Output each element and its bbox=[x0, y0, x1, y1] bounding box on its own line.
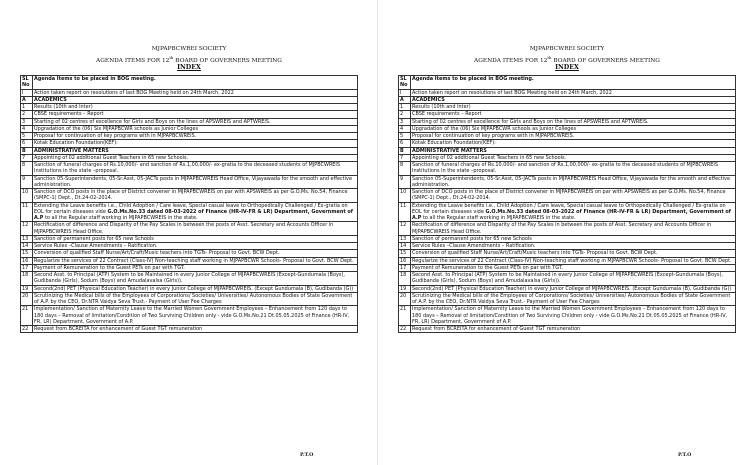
sl-no-cell: I bbox=[399, 89, 411, 96]
table-row bbox=[399, 326, 736, 333]
sl-no-cell: 5 bbox=[21, 133, 33, 140]
index-title: INDEX bbox=[555, 64, 579, 71]
sl-no-cell: 4 bbox=[21, 125, 33, 132]
agenda-item-cell: Regularize the services of 22 Contract (Class-IV) Non-teaching staff working in MJPAPBCWR Schools- Proposal to Govt. BCW Dept. bbox=[33, 257, 358, 264]
agenda-item-cell: Sanction of permanent posts for 65 new Schools bbox=[411, 235, 736, 242]
sl-no-cell: SL No bbox=[399, 76, 411, 90]
table-row bbox=[21, 162, 358, 176]
sl-no-cell: 1 bbox=[21, 104, 33, 111]
sl-no-cell: 18 bbox=[21, 272, 33, 286]
sl-no-cell: 6 bbox=[399, 140, 411, 147]
agenda-item-cell: Regularize the services of 22 Contract (Class-IV) Non-teaching staff working in MJPAPBCWR Schools- Proposal to Govt. BCW Dept. bbox=[411, 257, 736, 264]
table-row bbox=[21, 264, 358, 271]
table-row bbox=[21, 189, 358, 203]
sl-no-cell: 17 bbox=[399, 264, 411, 271]
agenda-item-cell: Rectification of difference and Disparity of the Pay Scales in between the posts of Asst. Secretary and Accounts Officer in MJPAPBCWREIS Head Office. bbox=[33, 222, 358, 236]
agenda-item-cell: Kotak Education Foundation(KEF): bbox=[411, 140, 736, 147]
sl-no-cell: 22 bbox=[21, 326, 33, 333]
sl-no-cell: 11 bbox=[399, 202, 411, 222]
sl-no-cell: 10 bbox=[21, 189, 33, 203]
table-row bbox=[399, 133, 736, 140]
sl-no-cell: 12 bbox=[21, 222, 33, 236]
section-row bbox=[21, 147, 358, 154]
table-row bbox=[21, 292, 358, 306]
agenda-item-cell: ADMINISTRATIVE MATTERS bbox=[411, 147, 736, 154]
table-row bbox=[399, 292, 736, 306]
society-title: MJPAPBCWREI SOCIETY bbox=[529, 46, 605, 52]
sl-no-cell: 11 bbox=[21, 202, 33, 222]
agenda-item-cell: Starting of 02 centres of excellence for Girls and Boys on the lines of APSWREIS and APTWREIS. bbox=[411, 118, 736, 125]
agenda-item-cell: Action taken report on resolutions of last BOG Meeting held on 24th March, 2022 bbox=[33, 89, 358, 96]
table-row bbox=[399, 125, 736, 132]
agenda-item-cell: Sanction of funeral charges of Rs.10,000/- and sanction of Rs.1,00,000/- ex-gratia to the deceased students of MJPBCWREIS Institutions in the state –proposal. bbox=[33, 162, 358, 176]
table-row bbox=[21, 222, 358, 236]
sl-no-cell: I bbox=[21, 89, 33, 96]
agenda-item-cell: Appointing of 02 additional Guest Teachers in 65 new Schools. bbox=[33, 154, 358, 161]
page-right bbox=[378, 0, 756, 465]
table-row bbox=[399, 202, 736, 222]
agenda-item-cell: Payment of Remuneration to the Guest PETs on par with TGT. bbox=[411, 264, 736, 271]
table-row bbox=[399, 285, 736, 292]
index-title: INDEX bbox=[177, 64, 201, 71]
agenda-item-cell: Scrutinizing the Medical bills of the Employees of Corporations/ Societies/ Universities/ Autonomous Bodies of State Government of A.P. by the CEO, Dr.NTR Vaidya Seva Trust.- Payment of User Fee Charges bbox=[33, 292, 358, 306]
agenda-table bbox=[398, 75, 736, 333]
agenda-item-cell: Sanction 05-Superintendents, 05-Sr.Asst, 05-JACTs posts in MJPAPBCWREIS Head Office, Vijayawada for the smooth and effective administration. bbox=[411, 175, 736, 189]
table-row bbox=[21, 175, 358, 189]
sl-no-cell: 18 bbox=[399, 272, 411, 286]
sl-no-cell: 2 bbox=[21, 111, 33, 118]
sl-no-cell: 13 bbox=[21, 235, 33, 242]
agenda-item-cell: Sanction of DCO posts in the place of District convener in MJPAPBCWREIS on par with APSWREIS as per G.O.Ms. No.54, Finance (SMPC-1) Dept., Dt.24-02-2014. bbox=[411, 189, 736, 203]
table-row bbox=[399, 250, 736, 257]
agenda-item-cell: Second(2nd) PET (Physical Education Teacher) in every Junior College of MJPAPBCWREIS. (Except Gundumala (B), Gudibanda (G)) bbox=[33, 285, 358, 292]
agenda-item-cell: Proposal for continuation of key programs with in MJPAPBCWREIS. bbox=[33, 133, 358, 140]
table-row bbox=[399, 243, 736, 250]
sl-no-cell: 10 bbox=[399, 189, 411, 203]
table-row bbox=[399, 189, 736, 203]
table-row bbox=[21, 111, 358, 118]
table-row bbox=[21, 235, 358, 242]
sl-no-cell: 1 bbox=[399, 104, 411, 111]
sl-no-cell: 7 bbox=[21, 154, 33, 161]
agenda-item-cell: Upgradation of the (06) Six MJPAPBCWR schools as Junior Colleges bbox=[33, 125, 358, 132]
table-row bbox=[21, 257, 358, 264]
sl-no-cell: B bbox=[21, 147, 33, 154]
agenda-item-cell: Agenda Items to be placed in BOG meeting. bbox=[411, 76, 736, 90]
table-row bbox=[399, 89, 736, 96]
sl-no-cell: 3 bbox=[21, 118, 33, 125]
table-row bbox=[21, 285, 358, 292]
sl-no-cell: 20 bbox=[399, 292, 411, 306]
agenda-item-cell: Conversion of qualified Staff Nurse/Art/Craft/Music teachers into TGTs- Proposal to Govt. BCW Dept. bbox=[411, 250, 736, 257]
agenda-item-cell: CBSE requirements – Report bbox=[411, 111, 736, 118]
table-row bbox=[21, 133, 358, 140]
agenda-item-cell: Results (10th and Inter) bbox=[33, 104, 358, 111]
sl-no-cell: 8 bbox=[399, 162, 411, 176]
agenda-item-cell: Second Asst. to Principal (ATP) System to be Maintained in every Junior College of MJPAPBCWREIS (Except-Gundumala (Boys), Gudibanda (Girls), Sodum (Boys) and Amudalavalsa (Girls)). bbox=[33, 272, 358, 286]
sl-no-cell: 8 bbox=[21, 162, 33, 176]
agenda-item-cell: Appointing of 02 additional Guest Teachers in 65 new Schools. bbox=[411, 154, 736, 161]
sl-no-cell: 3 bbox=[399, 118, 411, 125]
table-row bbox=[399, 257, 736, 264]
table-row bbox=[21, 125, 358, 132]
society-title: MJPAPBCWREI SOCIETY bbox=[151, 46, 227, 52]
section-row bbox=[399, 96, 736, 103]
sl-no-cell: 16 bbox=[399, 257, 411, 264]
table-row bbox=[399, 175, 736, 189]
table-row bbox=[21, 154, 358, 161]
sl-no-cell: 21 bbox=[21, 306, 33, 326]
table-row bbox=[21, 306, 358, 326]
sl-no-cell: 5 bbox=[399, 133, 411, 140]
sl-no-cell: 15 bbox=[399, 250, 411, 257]
agenda-title: AGENDA ITEMS FOR 12th BOARD OF GOVERNERS MEETING bbox=[474, 55, 660, 64]
sl-no-cell: B bbox=[399, 147, 411, 154]
sl-no-cell: 14 bbox=[21, 243, 33, 250]
sl-no-cell: 2 bbox=[399, 111, 411, 118]
agenda-item-cell: Extending the Leave benefits i.e., Child Adoption / Care leave, Special casual leave to Orthopedically Challenged / Ex-gratia on EOL for certain diseases vide G.O.Ms.No.33 dated 08-03-2022 of Finance (HR-IV-FR & LR) Department, Government of A.P to all the Regular staff working in MJPAPBCWREIS in the state. bbox=[411, 202, 736, 222]
section-row bbox=[399, 147, 736, 154]
agenda-item-cell: Rectification of difference and Disparity of the Pay Scales in between the posts of Asst. Secretary and Accounts Officer in MJPAPBCWREIS Head Office. bbox=[411, 222, 736, 236]
agenda-item-cell: Extending the Leave benefits i.e., Child Adoption / Care leave, Special casual leave to Orthopedically Challenged / Ex-gratia on EOL for certain diseases vide G.O.Ms.No.33 dated 08-03-2022 of Finance (HR-IV-FR & LR) Department, Government of A.P to all the Regular staff working in MJPAPBCWREIS in the state. bbox=[33, 202, 358, 222]
sl-no-cell: 14 bbox=[399, 243, 411, 250]
sl-no-cell: 6 bbox=[21, 140, 33, 147]
agenda-item-cell: Starting of 02 centres of excellence for Girls and Boys on the lines of APSWREIS and APTWREIS. bbox=[33, 118, 358, 125]
sl-no-cell: 22 bbox=[399, 326, 411, 333]
table-row bbox=[399, 118, 736, 125]
sl-no-cell: 19 bbox=[399, 285, 411, 292]
table-row bbox=[21, 272, 358, 286]
sl-no-cell: A bbox=[21, 96, 33, 103]
sl-no-cell: 19 bbox=[21, 285, 33, 292]
sl-no-cell: 15 bbox=[21, 250, 33, 257]
agenda-item-cell: Second(2nd) PET (Physical Education Teacher) in every Junior College of MJPAPBCWREIS. (Except Gundumala (B), Gudibanda (G)) bbox=[411, 285, 736, 292]
table-row bbox=[399, 111, 736, 118]
agenda-item-cell: CBSE requirements – Report bbox=[33, 111, 358, 118]
agenda-item-cell: ADMINISTRATIVE MATTERS bbox=[33, 147, 358, 154]
table-row bbox=[21, 89, 358, 96]
sl-no-cell: 4 bbox=[399, 125, 411, 132]
agenda-item-cell: Kotak Education Foundation(KEF): bbox=[33, 140, 358, 147]
agenda-item-cell: Scrutinizing the Medical bills of the Employees of Corporations/ Societies/ Universities/ Autonomous Bodies of State Government of A.P. by the CEO, Dr.NTR Vaidya Seva Trust.- Payment of User Fee Charges bbox=[411, 292, 736, 306]
sl-no-cell: 9 bbox=[21, 175, 33, 189]
agenda-item-cell: Conversion of qualified Staff Nurse/Art/Craft/Music teachers into TGTs- Proposal to Govt. BCW Dept. bbox=[33, 250, 358, 257]
table-row bbox=[399, 306, 736, 326]
table-row bbox=[399, 222, 736, 236]
agenda-item-cell: ACADEMICS bbox=[411, 96, 736, 103]
pto-label: P.T.O bbox=[300, 452, 314, 458]
sl-no-cell: 12 bbox=[399, 222, 411, 236]
sl-no-cell: 9 bbox=[399, 175, 411, 189]
sl-no-cell: 21 bbox=[399, 306, 411, 326]
table-row bbox=[21, 202, 358, 222]
agenda-item-cell: Sanction of permanent posts for 65 new Schools bbox=[33, 235, 358, 242]
sl-no-cell: 7 bbox=[399, 154, 411, 161]
agenda-item-cell: Request from BCREITA for enhancement of Guest TGT remuneration bbox=[33, 326, 358, 333]
table-row bbox=[399, 154, 736, 161]
sl-no-cell: A bbox=[399, 96, 411, 103]
agenda-item-cell: Action taken report on resolutions of last BOG Meeting held on 24th March, 2022 bbox=[411, 89, 736, 96]
agenda-item-cell: Agenda Items to be placed in BOG meeting. bbox=[33, 76, 358, 90]
table-row bbox=[399, 235, 736, 242]
table-row bbox=[21, 104, 358, 111]
sl-no-cell: 20 bbox=[21, 292, 33, 306]
agenda-item-cell: Upgradation of the (06) Six MJPAPBCWR schools as Junior Colleges bbox=[411, 125, 736, 132]
sl-no-cell: SL No bbox=[21, 76, 33, 90]
agenda-item-cell: Sanction of DCO posts in the place of District convener in MJPAPBCWREIS on par with APSWREIS as per G.O.Ms. No.54, Finance (SMPC-1) Dept., Dt.24-02-2014. bbox=[33, 189, 358, 203]
table-row bbox=[399, 272, 736, 286]
table-row bbox=[21, 118, 358, 125]
agenda-item-cell: Second Asst. to Principal (ATP) System to be Maintained in every Junior College of MJPAPBCWREIS (Except-Gundumala (Boys), Gudibanda (Girls), Sodum (Boys) and Amudalavalsa (Girls)). bbox=[411, 272, 736, 286]
table-row bbox=[399, 162, 736, 176]
table-row bbox=[399, 140, 736, 147]
agenda-item-cell: Request from BCREITA for enhancement of Guest TGT remuneration bbox=[411, 326, 736, 333]
sl-no-cell: 16 bbox=[21, 257, 33, 264]
table-row bbox=[399, 264, 736, 271]
agenda-title: AGENDA ITEMS FOR 12th BOARD OF GOVERNERS MEETING bbox=[96, 55, 282, 64]
agenda-item-cell: ACADEMICS bbox=[33, 96, 358, 103]
agenda-item-cell: Sanction of funeral charges of Rs.10,000/- and sanction of Rs.1,00,000/- ex-gratia to the deceased students of MJPBCWREIS Institutions in the state –proposal. bbox=[411, 162, 736, 176]
agenda-item-cell: Sanction 05-Superintendents, 05-Sr.Asst, 05-JACTs posts in MJPAPBCWREIS Head Office, Vijayawada for the smooth and effective administration. bbox=[33, 175, 358, 189]
table-row bbox=[21, 326, 358, 333]
agenda-item-cell: Service Rules –Clause Amendments – Ratification. bbox=[411, 243, 736, 250]
agenda-item-cell: Proposal for continuation of key programs with in MJPAPBCWREIS. bbox=[411, 133, 736, 140]
section-row bbox=[21, 96, 358, 103]
agenda-item-cell: Service Rules –Clause Amendments – Ratification. bbox=[33, 243, 358, 250]
sl-no-cell: 13 bbox=[399, 235, 411, 242]
sl-no-cell: 17 bbox=[21, 264, 33, 271]
table-header-row bbox=[399, 76, 736, 90]
agenda-item-cell: Payment of Remuneration to the Guest PETs on par with TGT. bbox=[33, 264, 358, 271]
table-row bbox=[399, 104, 736, 111]
pto-label: P.T.O bbox=[678, 452, 692, 458]
table-row bbox=[21, 243, 358, 250]
agenda-item-cell: Implementation/ Sanction of Maternity Leave to the Married Women Government Employees – Enhancement from 120 days to 180 days – Removal of limitation/Condition of Two Surviving Children only - vide G.O.Ms.No.21 Dt.05.05.2025 of Finance (HR-IV, FR, LR) Department, Government of A.P. bbox=[33, 306, 358, 326]
table-row bbox=[21, 250, 358, 257]
table-row bbox=[21, 140, 358, 147]
table-header-row bbox=[21, 76, 358, 90]
agenda-table bbox=[20, 75, 358, 333]
agenda-item-cell: Implementation/ Sanction of Maternity Leave to the Married Women Government Employees – Enhancement from 120 days to 180 days – Removal of limitation/Condition of Two Surviving Children only - vide G.O.Ms.No.21 Dt.05.05.2025 of Finance (HR-IV, FR, LR) Department, Government of A.P. bbox=[411, 306, 736, 326]
agenda-item-cell: Results (10th and Inter) bbox=[411, 104, 736, 111]
